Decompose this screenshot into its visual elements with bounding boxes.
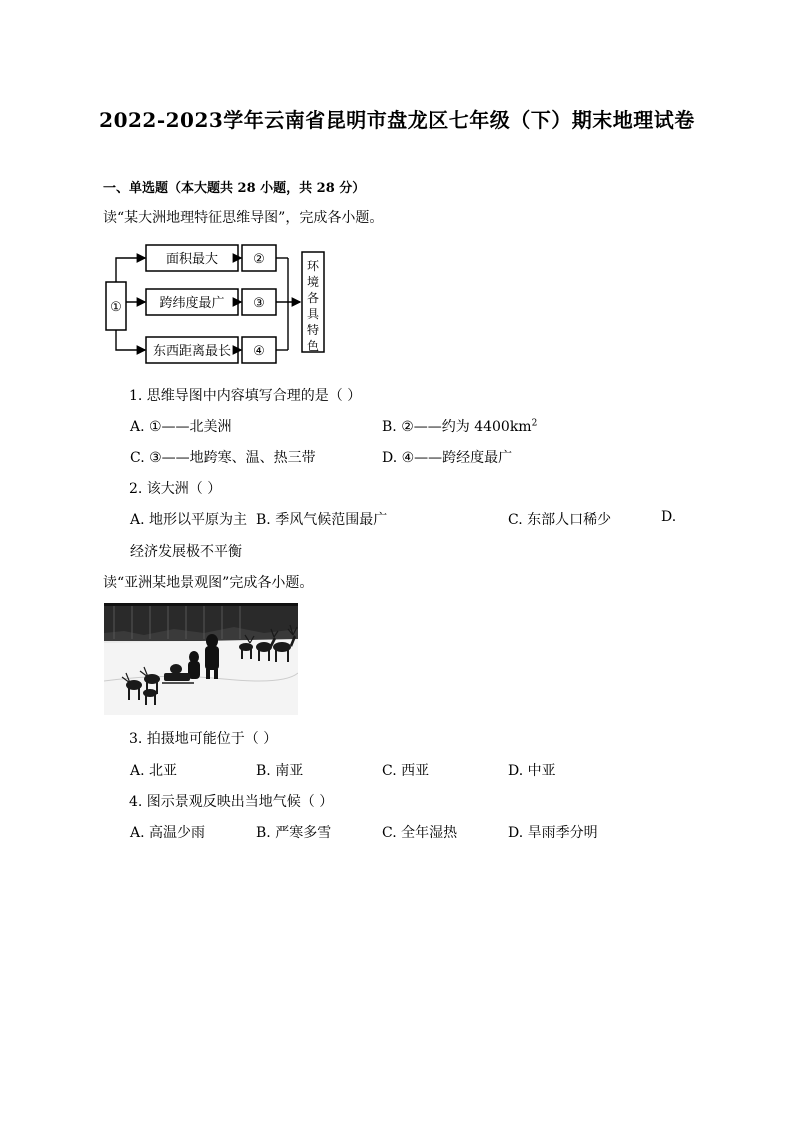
q2-option-a[interactable]: A. 地形以平原为主 bbox=[130, 512, 248, 528]
q1-option-c[interactable]: C. ③——地跨寒、温、热三带 bbox=[130, 450, 316, 466]
q3-option-b[interactable]: B. 南亚 bbox=[256, 763, 304, 779]
q2-option-d-continued: 经济发展极不平衡 bbox=[130, 544, 242, 560]
q4-option-c[interactable]: C. 全年湿热 bbox=[382, 825, 458, 841]
landscape-photo bbox=[104, 603, 298, 715]
q1-option-a[interactable]: A. ①——北美洲 bbox=[130, 419, 232, 435]
intro-mindmap: 读“某大洲地理特征思维导图”，完成各小题。 bbox=[103, 210, 384, 226]
svg-text:各: 各 bbox=[306, 291, 320, 305]
intro-landscape: 读“亚洲某地景观图”完成各小题。 bbox=[103, 575, 314, 591]
mindmap-blank-4: ④ bbox=[253, 344, 265, 359]
q3-option-c[interactable]: C. 西亚 bbox=[382, 763, 430, 779]
q4-option-d[interactable]: D. 旱雨季分明 bbox=[508, 825, 598, 841]
q3-option-a[interactable]: A. 北亚 bbox=[130, 763, 178, 779]
q2-option-d[interactable]: D. bbox=[661, 509, 677, 525]
page-title: 2022-2023学年云南省昆明市盘龙区七年级（下）期末地理试卷 bbox=[99, 108, 695, 132]
q2-option-b[interactable]: B. 季风气候范围最广 bbox=[256, 512, 388, 528]
q3-option-d[interactable]: D. 中亚 bbox=[508, 763, 556, 779]
svg-text:具: 具 bbox=[306, 307, 320, 321]
svg-text:环: 环 bbox=[306, 259, 320, 273]
q3-stem: 3. 拍摄地可能位于（ ） bbox=[129, 731, 278, 747]
q4-option-b[interactable]: B. 严寒多雪 bbox=[256, 825, 332, 841]
q1-option-d[interactable]: D. ④——跨经度最广 bbox=[382, 450, 513, 466]
svg-text:特: 特 bbox=[306, 323, 320, 337]
q4-stem: 4. 图示景观反映出当地气候（ ） bbox=[129, 794, 334, 810]
q4-option-a[interactable]: A. 高温少雨 bbox=[130, 825, 206, 841]
mindmap-blank-2: ② bbox=[253, 252, 265, 267]
mindmap-feature-2: 跨纬度最广 bbox=[159, 296, 225, 311]
mindmap-diagram bbox=[104, 240, 334, 364]
svg-text:色: 色 bbox=[306, 339, 320, 353]
mindmap-source-label: ① bbox=[110, 300, 122, 315]
section-header: 一、单选题（本大题共 28 小题，共 28 分） bbox=[103, 181, 366, 196]
q1-option-b[interactable]: B. ②——约为 $4400km^2$ bbox=[382, 418, 538, 435]
q2-stem: 2. 该大洲（ ） bbox=[129, 481, 222, 497]
q2-option-c[interactable]: C. 东部人口稀少 bbox=[508, 512, 612, 528]
q1-stem: 1. 思维导图中内容填写合理的是（ ） bbox=[129, 388, 362, 404]
mindmap-feature-3: 东西距离最长 bbox=[152, 344, 232, 359]
svg-text:境: 境 bbox=[306, 275, 320, 289]
mindmap-feature-1: 面积最大 bbox=[165, 252, 219, 267]
mindmap-blank-3: ③ bbox=[253, 296, 265, 311]
